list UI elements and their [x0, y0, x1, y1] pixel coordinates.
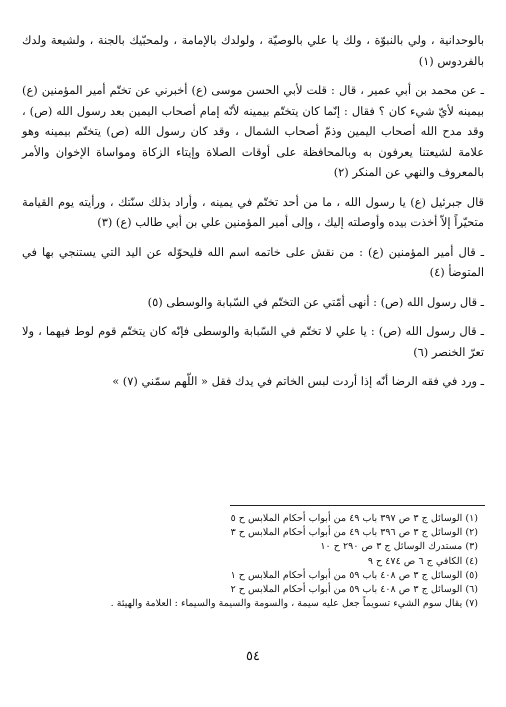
footnote: (٧) يقال سوم الشيء تسويماً جعل عليه سيمة ، والسومة والسيمة والسيماء : العلامة والهيئة . — [110, 598, 478, 610]
paragraph: ـ قال أمير المؤمنين (ع) : من نقش على خاتمه اسم الله فليحوّله عن اليد التي يستنجي بها في المتوضأ (٤) — [22, 244, 484, 279]
footnote: (٦) الوسائل ج ٣ ص ٤٠٨ باب ٥٩ من أبواب أحكام الملابس ح ٢ — [230, 584, 478, 596]
footnote: (٤) الكافي ج ٦ ص ٤٧٤ ح ٩ — [367, 555, 478, 567]
page-number: ٥٤ — [246, 649, 260, 664]
footnote: (٢) الوسائل ج ٣ ص ٣٩٦ باب ٤٩ من أبواب أحكام الملابس ح ٣ — [230, 527, 478, 539]
footnote: (١) الوسائل ج ٣ ص ٣٩٧ باب ٤٩ من أبواب أحكام الملابس ح ٥ — [230, 513, 478, 524]
paragraph: بالوحدانية ، ولي بالنبوّة ، ولك يا علي بالوصيّة ، ولولدك بالإمامة ، ولمحبّيك بالجنة ، ولشيعة ولدك بالفردوس (١) — [22, 33, 484, 68]
paragraph: ـ قال رسول الله (ص) : أنهى أمّتي عن التختّم في السّبابة والوسطى (٥) — [147, 294, 484, 309]
paragraph: قال جبرئيل (ع) يا رسول الله ، ما من أحد تختّم في يمينه ، وأراد بذلك سنّتك ، ورأيته يوم القيامة متحيّراً إلاّ أخذت بيده وأوصلته إليك ، وإلى أمير المؤمنين علي بن أبي طالب (ع) (٣) — [22, 194, 484, 229]
footnote-divider — [230, 505, 485, 506]
paragraph: ـ ورد في فقه الرضا أنّه إذا أردت لبس الخاتم في يدك فقل « اللّهم سمّني (٧) » — [112, 374, 484, 388]
footnote: (٥) الوسائل ج ٣ ص ٤٠٨ باب ٥٩ من أبواب أحكام الملابس ح ١ — [230, 569, 478, 581]
main-text — [22, 30, 484, 401]
footnote: (٣) مستدرك الوسائل ج ٣ ص ٢٩٠ ح ١٠ — [320, 541, 478, 553]
footnotes — [110, 512, 478, 611]
paragraph: ـ عن محمد بن أبي عمير ، قال : قلت لأبي الحسن موسى (ع) أخبرني عن تختّم أمير المؤمنين (ع) بيمينه لأيّ شيء كان ؟ فقال : إنّما كان يتختّم بيمينه لأنّه إمام أصحاب اليمين بعد رسول الله (ص) ، وقد مدح الله أصحاب اليمين وذمّ أصحاب الشمال ، وقد كان رسول الله (ص) يتختّم بيمينه وهو علامة لشيعتنا يعرفون به وبالمحافظة على أوقات الصلاة وإيتاء الزكاة ومواساة الإخوان والأمر بالمعروف والنهي عن المنكر (٢) — [22, 83, 484, 179]
paragraph: ـ قال رسول الله (ص) : يا علي لا تختّم في السّبابة والوسطى فإنّه كان يتختّم قوم لوط فيهما ، ولا تعرّ الخنصر (٦) — [22, 324, 484, 359]
